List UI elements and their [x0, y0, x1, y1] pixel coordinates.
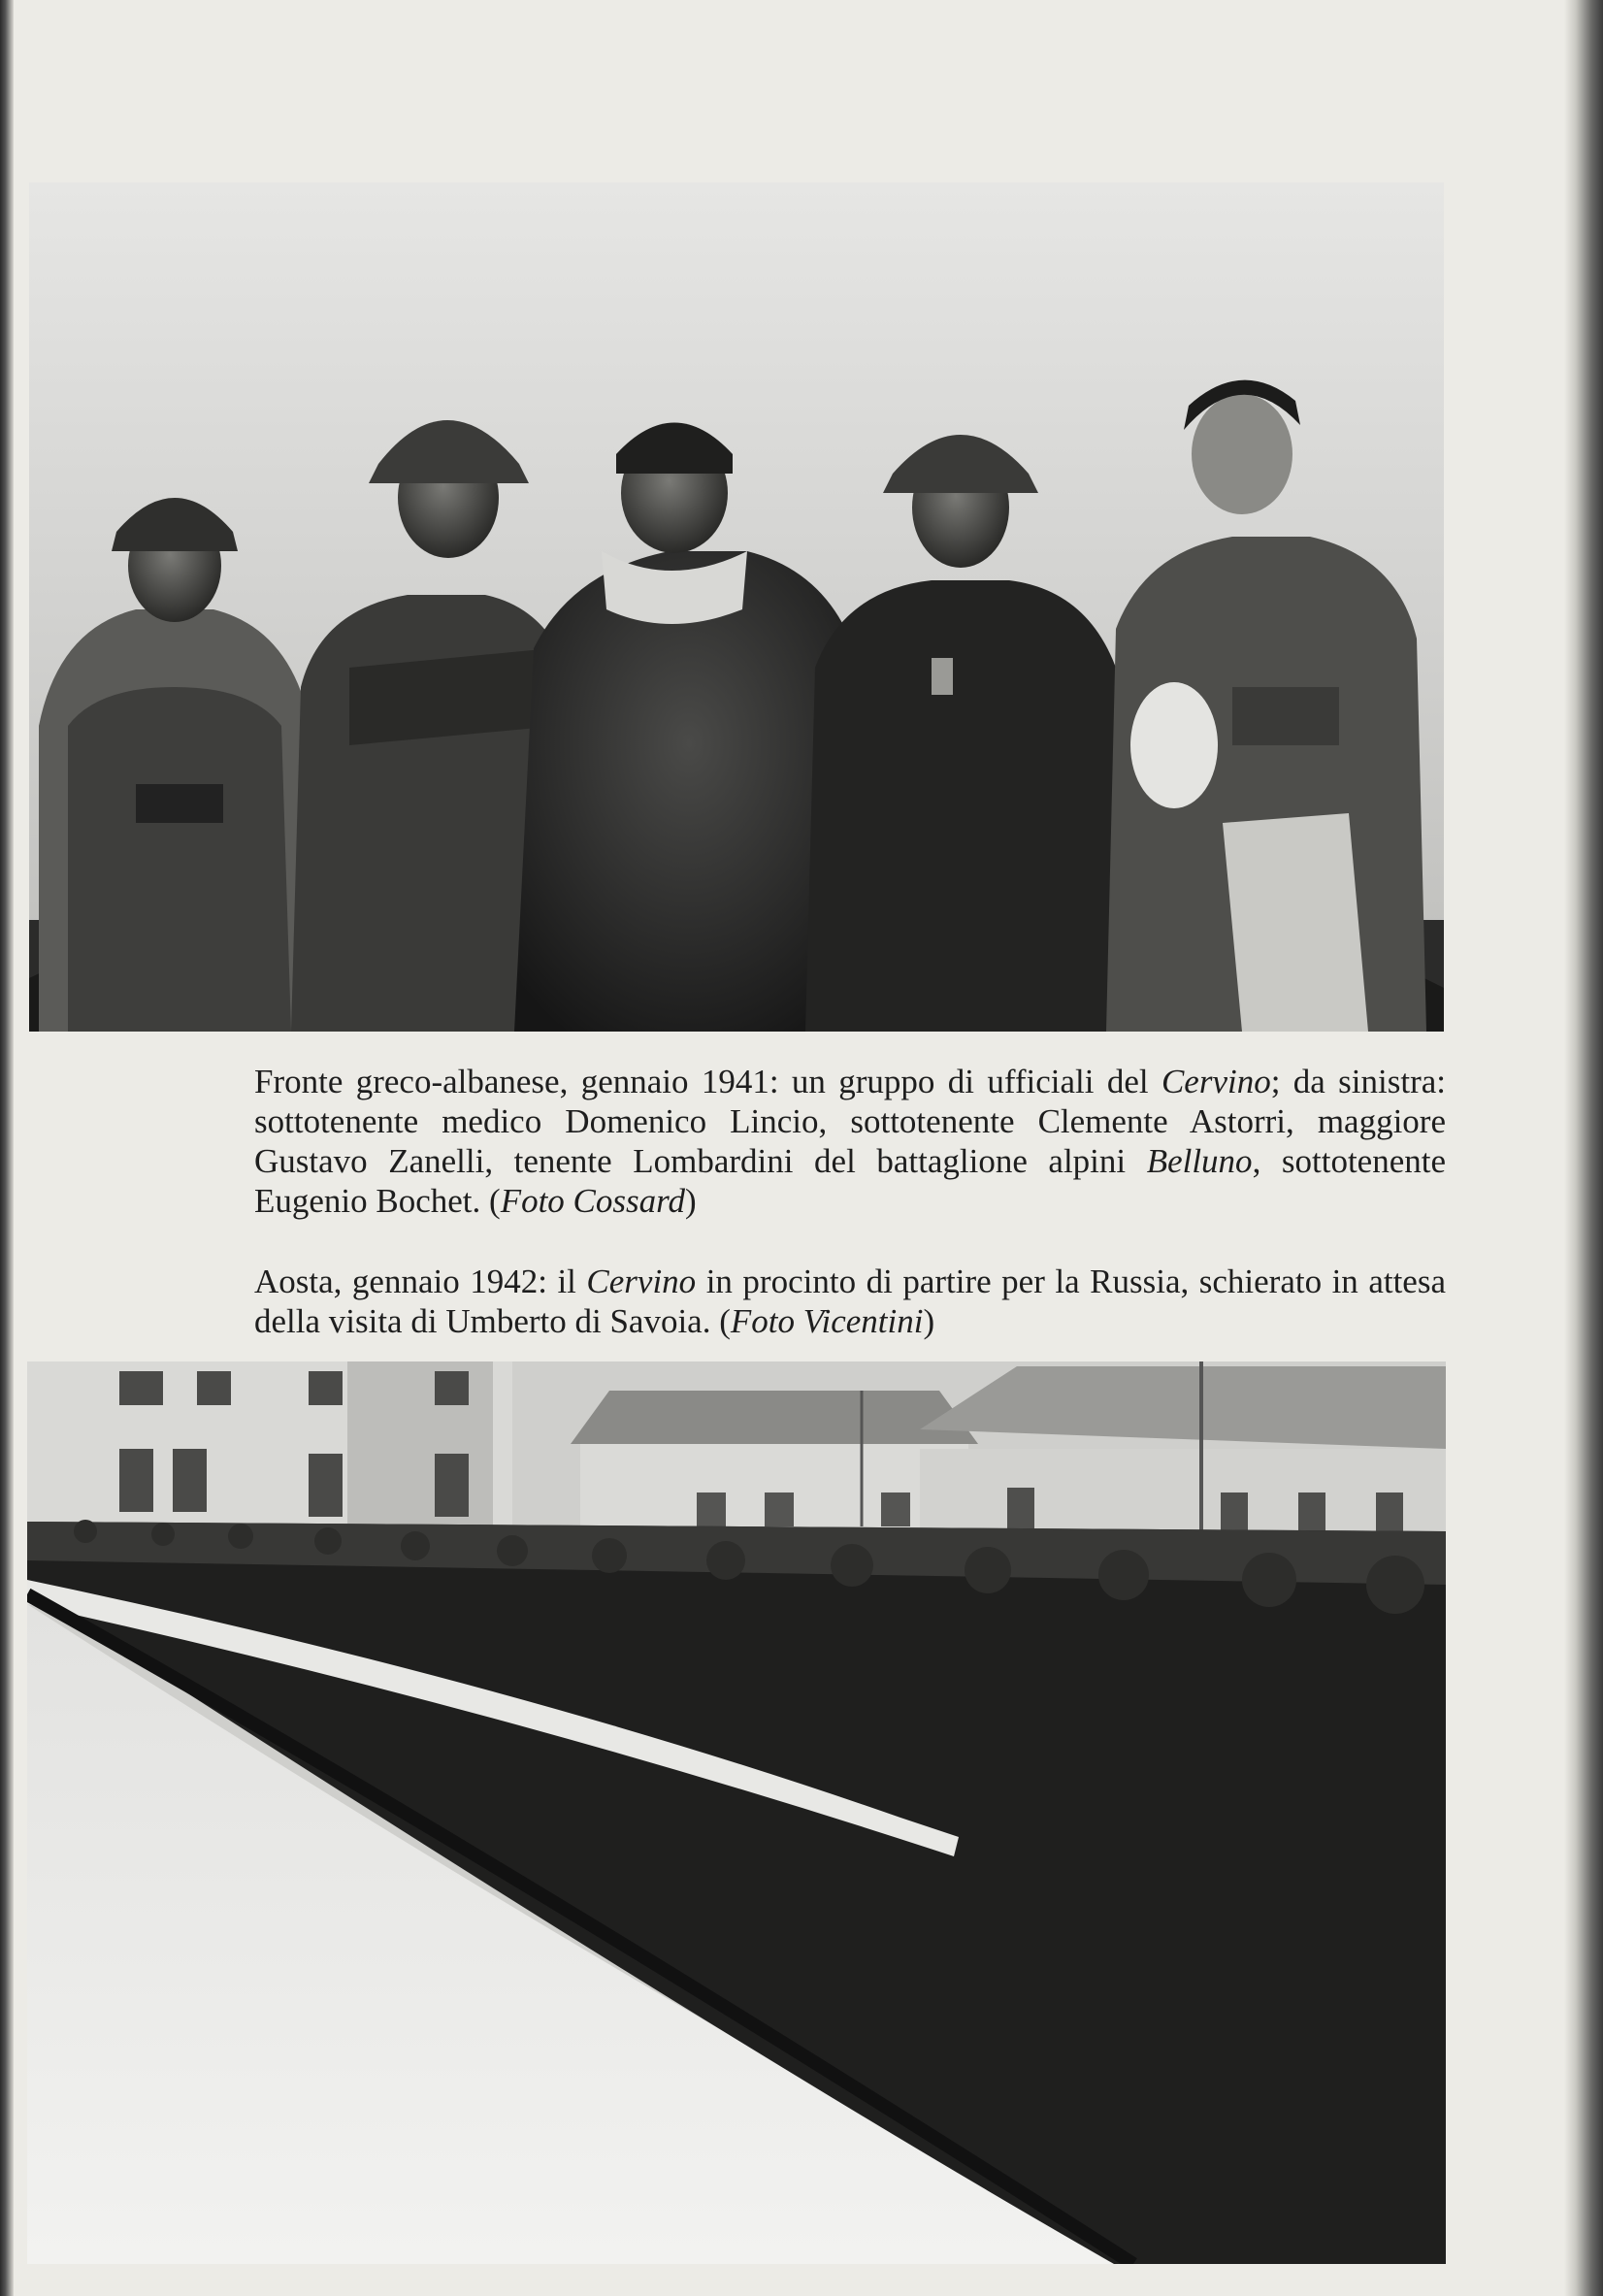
page-edge-left — [0, 0, 14, 2296]
photo-troops-lined-up-icon — [27, 1361, 1446, 2264]
caption-bottom-text-3: ) — [923, 1302, 935, 1340]
photo-officers-group — [29, 182, 1444, 1032]
caption-top-italic-belluno: Belluno — [1146, 1142, 1253, 1180]
page-edge-right — [1564, 0, 1603, 2296]
caption-troops-aosta — [254, 1262, 1446, 1341]
caption-top-italic-cervino: Cervino — [1161, 1063, 1271, 1100]
photo-group-of-officers-icon — [29, 182, 1444, 1032]
photo-troops-lined-up — [27, 1361, 1446, 2264]
caption-officers-group — [254, 1062, 1446, 1221]
caption-bottom-italic-cervino: Cervino — [586, 1263, 697, 1300]
caption-top-text-3: , sottotenente Eugenio Bochet. ( — [254, 1142, 1446, 1220]
caption-bottom-text-1: Aosta, gennaio 1942: il — [254, 1263, 587, 1300]
caption-bottom-photo-credit: Foto Vicentini — [730, 1302, 924, 1340]
caption-bottom-text-2: in procinto di partire per la Russia, schierato in attesa della visita di Umberto di Savoia. ( — [254, 1263, 1446, 1340]
caption-top-text-1: Fronte greco-albanese, gennaio 1941: un gruppo di ufficiali del — [254, 1063, 1161, 1100]
caption-top-text-2: ; da sinistra: sottotenente medico Domenico Lincio, sottotenente Clemente Astorri, maggiore Gustavo Zanelli, tenente Lombardini del battaglione alpini — [254, 1063, 1446, 1180]
caption-top-photo-credit: Foto Cossard — [500, 1182, 685, 1220]
caption-top-text-4: ) — [684, 1182, 697, 1220]
